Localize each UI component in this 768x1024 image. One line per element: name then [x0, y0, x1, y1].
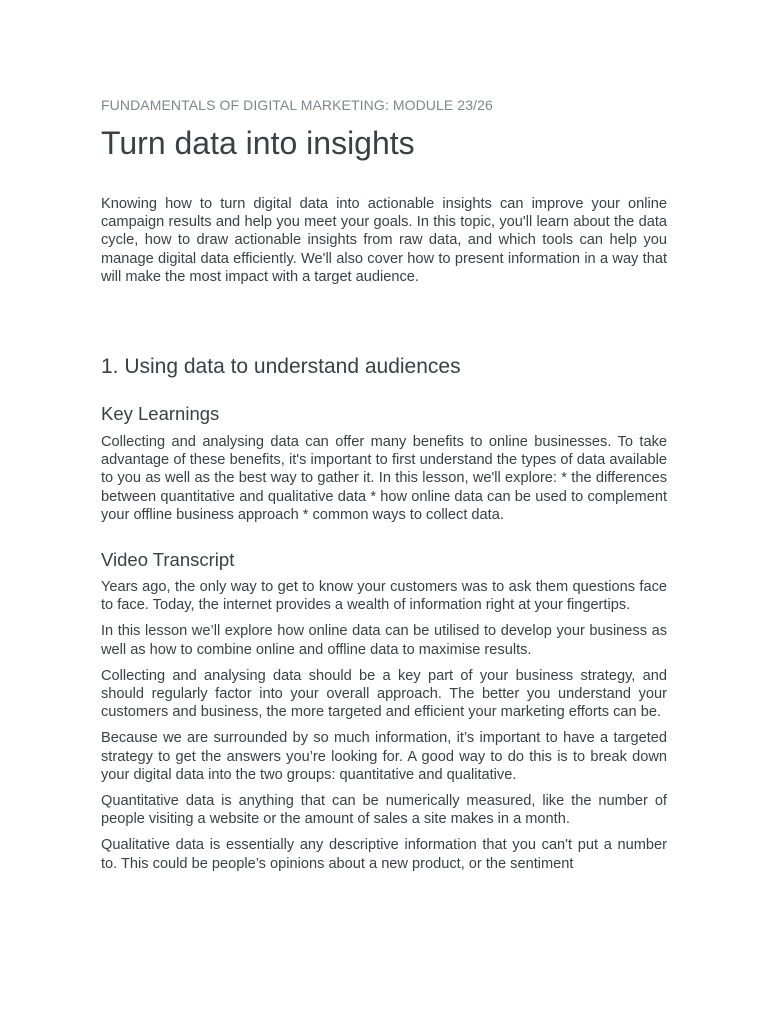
key-learnings-heading: Key Learnings [101, 403, 220, 425]
video-transcript-heading: Video Transcript [101, 549, 235, 571]
document-page [101, 96, 667, 873]
transcript-paragraph: Qualitative data is essentially any descriptive information that you can't put a number to. This could be people’s opinions about a new product, or the sentiment [101, 837, 667, 872]
intro-paragraph: Knowing how to turn digital data into actionable insights can improve your online campaign results and help you meet your goals. In this topic, you'll learn about the data cycle, how to draw actionable insights from raw data, and which tools can help you manage digital data efficiently. We'll also cover how to present information in a way that will make the most impact with a target audience. [101, 196, 667, 285]
key-learnings-text: Collecting and analysing data can offer many benefits to online businesses. To take advantage of these benefits, it's important to first understand the types of data available to you as well as the best way to gather it. In this lesson, we'll explore: * the differences between quantitative and qualitative data * how online data can be used to complement your offline business approach * common ways to collect data. [101, 434, 667, 523]
module-label: FUNDAMENTALS OF DIGITAL MARKETING: MODULE 23/26 [101, 97, 493, 113]
transcript-paragraph: Collecting and analysing data should be a key part of your business strategy, and should regularly factor into your overall approach. The better you understand your customers and business, the more targeted and efficient your marketing efforts can be. [101, 667, 667, 721]
transcript-paragraph: Because we are surrounded by so much information, it’s important to have a targeted strategy to get the answers you’re looking for. A good way to do this is to break down your digital data into the two groups: quantitative and qualitative. [101, 730, 667, 783]
page-title: Turn data into insights [101, 125, 415, 161]
transcript-paragraph: Years ago, the only way to get to know your customers was to ask them questions face to face. Today, the internet provides a wealth of information right at your fingertips. [101, 579, 667, 614]
transcript-paragraph: Quantitative data is anything that can be numerically measured, like the number of people visiting a website or the amount of sales a site makes in a month. [101, 793, 667, 828]
transcript-paragraph: In this lesson we’ll explore how online data can be utilised to develop your business as well as how to combine online and offline data to maximise results. [101, 623, 667, 658]
section-heading: 1. Using data to understand audiences [101, 355, 461, 379]
video-transcript [101, 578, 667, 873]
